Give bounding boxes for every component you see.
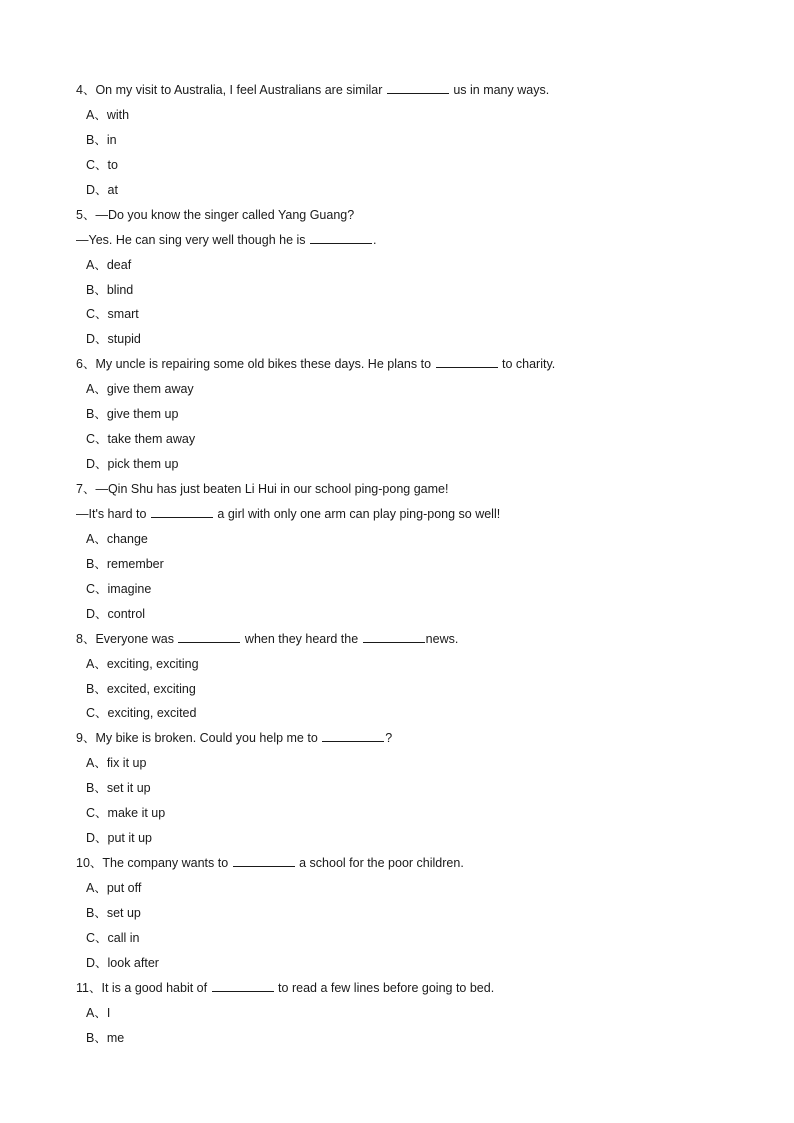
answer-blank xyxy=(233,854,295,867)
question-7-option-d: D、control xyxy=(86,606,146,621)
question-7-option-c: C、imagine xyxy=(86,581,152,596)
prompt-text: 5、—Do you know the singer called Yang Guang? xyxy=(76,207,355,222)
question-7-prompt xyxy=(76,477,736,502)
question-6-option-a: A、give them away xyxy=(86,382,194,397)
question-9-option-a: A、fix it up xyxy=(86,756,147,771)
question-4-option-d: D、at xyxy=(86,182,118,197)
prompt-text: to read a few lines before going to bed. xyxy=(274,980,495,995)
answer-blank xyxy=(310,231,372,244)
question-10-option-b: B、set up xyxy=(86,905,141,920)
question-6-option-d: D、pick them up xyxy=(86,457,179,472)
question-7-option-a: A、change xyxy=(86,531,148,546)
prompt-text: a girl with only one arm can play ping-pong so well! xyxy=(213,506,501,521)
prompt-text: 7、—Qin Shu has just beaten Li Hui in our school ping-pong game! xyxy=(76,482,449,496)
question-10-option-d: D、look after xyxy=(86,955,159,970)
question-5-option-d: D、stupid xyxy=(86,332,141,347)
prompt-text: us in many ways. xyxy=(449,83,550,97)
answer-blank xyxy=(322,729,384,742)
question-11-option-b: B、me xyxy=(86,1030,125,1045)
question-7-option-b: B、remember xyxy=(86,556,164,571)
prompt-text: 11、It is a good habit of xyxy=(76,980,211,995)
question-6-option-c: C、take them away xyxy=(86,432,196,447)
answer-blank xyxy=(212,979,274,992)
prompt-text: to charity. xyxy=(498,357,556,372)
question-4-option-b: B、in xyxy=(86,132,117,147)
question-5-option-b: B、blind xyxy=(86,282,134,297)
answer-blank xyxy=(363,630,425,643)
question-5-option-a: A、deaf xyxy=(86,257,132,272)
prompt-text: . xyxy=(373,232,377,247)
answer-blank xyxy=(151,505,213,518)
prompt-text: a school for the poor children. xyxy=(295,856,464,871)
prompt-text: —Yes. He can sing very well though he is xyxy=(76,232,309,247)
question-8-option-a: A、exciting, exciting xyxy=(86,656,199,671)
question-6-option-b: B、give them up xyxy=(86,407,179,422)
question-11-prompt xyxy=(76,976,736,1001)
question-10-prompt xyxy=(76,851,736,876)
question-9-option-b: B、set it up xyxy=(86,781,151,796)
question-4-option-a: A、with xyxy=(86,107,130,122)
prompt-text: 8、Everyone was xyxy=(76,631,178,646)
question-5-prompt xyxy=(76,203,736,228)
prompt-text: 9、My bike is broken. Could you help me to xyxy=(76,731,322,746)
question-10-option-c: C、call in xyxy=(86,930,140,945)
prompt-text: 6、My uncle is repairing some old bikes these days. He plans to xyxy=(76,357,435,372)
question-4-prompt xyxy=(76,78,736,103)
question-8-prompt xyxy=(76,627,736,652)
question-5-option-c: C、smart xyxy=(86,307,139,322)
question-10-option-a: A、put off xyxy=(86,881,142,895)
prompt-text: when they heard the xyxy=(241,631,362,646)
question-5-prompt-reply xyxy=(76,228,736,253)
question-8-option-b: B、excited, exciting xyxy=(86,681,196,696)
answer-blank xyxy=(387,81,449,94)
prompt-text: news. xyxy=(425,631,459,646)
question-7-prompt-reply xyxy=(76,502,736,527)
prompt-text: 4、On my visit to Australia, I feel Australians are similar xyxy=(76,83,386,97)
question-11-option-a: A、I xyxy=(86,1005,111,1020)
answer-blank xyxy=(178,630,240,643)
question-4-option-c: C、to xyxy=(86,157,118,172)
question-9-option-c: C、make it up xyxy=(86,806,166,821)
question-list xyxy=(76,78,736,1051)
question-9-prompt xyxy=(76,726,736,751)
prompt-text: —It's hard to xyxy=(76,506,150,521)
question-9-option-d: D、put it up xyxy=(86,831,153,846)
question-6-prompt xyxy=(76,352,736,377)
answer-blank xyxy=(436,355,498,368)
question-8-option-c: C、exciting, excited xyxy=(86,706,197,721)
prompt-text: 10、The company wants to xyxy=(76,856,232,871)
prompt-text: ? xyxy=(385,731,393,746)
